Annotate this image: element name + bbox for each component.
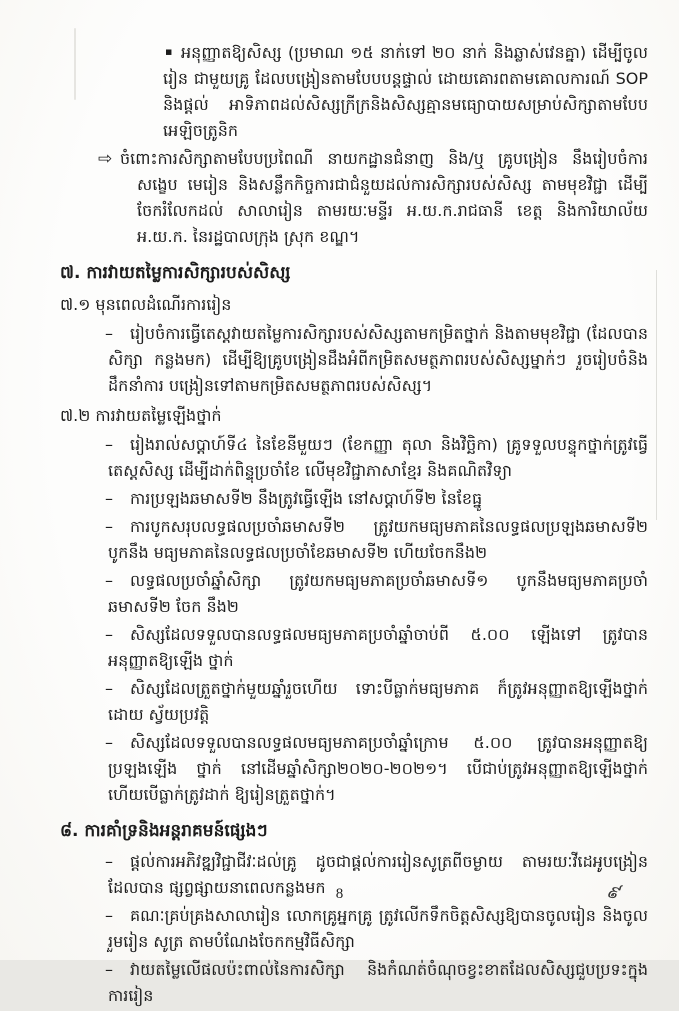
list-item <box>105 676 648 728</box>
list-item <box>105 321 648 399</box>
arrow-paragraph-text: ចំពោះការសិក្សាតាមបែបប្រពៃណី នាយកដ្ឋានជំនាញ និង/ឬ គ្រូបង្រៀន នឹងរៀបចំការសង្ខេប មេរៀន និងសន្លឹកកិច្ចការជាជំនួយដល់ការសិក្សារបស់សិស្ស តាមមុខវិជ្ជា ដើម្បីចែករំលែកដល់ សាលារៀន តាមរយៈមន្ទីរ អ.យ.ក.រាជធានី ខេត្ត និងការិយាល័យ អ.យ.ក. នៃរដ្ឋបាលក្រុង ស្រុក ខណ្ឌ។ <box>120 149 648 246</box>
dash-icon: – <box>105 679 113 698</box>
list-item <box>105 957 648 1009</box>
dash-icon: – <box>105 960 113 979</box>
arrow-icon: ⇨ <box>98 149 113 169</box>
page-number: 8 <box>335 886 344 902</box>
list-item <box>105 903 648 955</box>
dash-icon: – <box>105 324 113 343</box>
list-item <box>105 432 648 484</box>
document-body <box>0 40 679 1011</box>
list-item-text: ការប្រឡងឆមាសទី២ នឹងត្រូវធ្វើឡើង នៅសប្តាហ៍ទី២ នៃខែធ្នូ <box>130 489 483 508</box>
list-item-text: រៀបចំការធ្វើតេស្តវាយតម្លៃការសិក្សារបស់សិស្សតាមកម្រិតថ្នាក់ និងតាមមុខវិជ្ជា (ដែលបានសិក្សា កន្លងមក) ដើម្បីឱ្យគ្រូបង្រៀនដឹងអំពីកម្រិតសមត្ថភាពរបស់សិស្សម្នាក់ៗ រួចរៀបចំនិងដឹកនាំការ បង្រៀនទៅតាមកម្រិតសមត្ថភាពរបស់សិស្ស។ <box>108 324 648 395</box>
list-item-text: គណៈគ្រប់គ្រងសាលារៀន លោកគ្រូអ្នកគ្រូ ត្រូវលើកទឹកចិត្តសិស្សឱ្យបានចូលរៀន និងចូលរួមរៀន សូត្រ តាមបំណែងចែកកម្មវិធីសិក្សា <box>108 906 648 951</box>
list-item-text: សិស្សដែលទទួលបានលទ្ធផលមធ្យមភាគប្រចាំឆ្នាំចាប់ពី ៥.០០ ឡើងទៅ ត្រូវបានអនុញ្ញាតឱ្យឡើង ថ្នាក់ <box>108 625 648 670</box>
dash-icon: – <box>105 435 113 454</box>
dash-icon: – <box>105 489 113 508</box>
list-item <box>105 514 648 566</box>
list-item-text: ការបូកសរុបលទ្ធផលប្រចាំឆមាសទី២ ត្រូវយកមធ្យមភាគនៃលទ្ធផលប្រឡងឆមាសទី២ បូកនឹង មធ្យមភាគនៃលទ្ធផលប្រចាំខែឆមាសទី២ ហើយចែកនឹង២ <box>108 517 648 562</box>
section-7-1-heading: ៧.១ មុនពេលដំណើរការរៀន <box>60 295 232 314</box>
list-item-text: វាយតម្លៃលើផលប៉ះពាល់នៃការសិក្សា និងកំណត់ចំណុចខ្វះខាតដែលសិស្សជួបប្រទះក្នុងការរៀន <box>108 960 648 1005</box>
dash-icon: – <box>105 517 113 536</box>
bullet-paragraph <box>163 40 648 144</box>
bullet-paragraph-text: អនុញ្ញាតឱ្យសិស្ស (ប្រមាណ ១៥ នាក់ទៅ ២០ នាក់ និងឆ្លាស់វេនគ្នា) ដើម្បីចូលរៀន ជាមួយគ្រូ ដែលបង្រៀនតាមបែបបន្តផ្ទាល់ ដោយគោរពតាមគោលការណ៍ SOP និងផ្តល់ អាទិភាពដល់សិស្សក្រីក្រនិងសិស្សគ្មានមធ្យោបាយសម្រាប់សិក្សាតាមបែបអេឡិចត្រូនិក <box>163 43 648 140</box>
list-item-text: សិស្សដែលទទួលបានលទ្ធផលមធ្យមភាគប្រចាំឆ្នាំក្រោម ៥.០០ ត្រូវបានអនុញ្ញាតឱ្យប្រឡងឡើង ថ្នាក់ នៅដើមឆ្នាំសិក្សា២០២០-២០២១។ បើជាប់ត្រូវអនុញ្ញាតឱ្យឡើងថ្នាក់ ហើយបើធ្លាក់ត្រូវដាក់ ឱ្យរៀនត្រួតថ្នាក់។ <box>108 733 648 804</box>
section-8-heading: ៨. ការគាំទ្រនិងអន្តរាគមន៍ផ្សេងៗ <box>60 821 268 841</box>
list-item-text: លទ្ធផលប្រចាំឆ្នាំសិក្សា ត្រូវយកមធ្យមភាគប្រចាំឆមាសទី១ បូកនឹងមធ្យមភាគប្រចាំឆមាសទី២ ចែក នឹង២ <box>108 571 648 616</box>
arrow-paragraph <box>98 146 648 250</box>
list-item <box>105 730 648 808</box>
list-item-text: រៀងរាល់សប្តាហ៍ទី៤ នៃខែនីមួយៗ (ខែកញ្ញា តុលា និងវិច្ឆិកា) គ្រូទទួលបន្ទុកថ្នាក់ត្រូវធ្វើតេស្តសិស្ស ដើម្បីដាក់ពិន្ទុប្រចាំខែ លើមុខវិជ្ជាភាសាខ្មែរ និងគណិតវិទ្យា <box>108 435 648 480</box>
dash-icon: – <box>105 625 113 644</box>
dash-icon: – <box>105 906 113 925</box>
dash-icon: – <box>105 733 113 752</box>
list-item-text: សិស្សដែលត្រួតថ្នាក់មួយឆ្នាំរួចហើយ ទោះបីធ្លាក់មធ្យមភាគ ក៏ត្រូវអនុញ្ញាតឱ្យឡើងថ្នាក់ដោយ ស្វ័យប្រវត្តិ <box>108 679 648 724</box>
section-7-heading: ៧. ការវាយតម្លៃការសិក្សារបស់សិស្ស <box>60 263 291 283</box>
dash-icon: – <box>105 852 113 871</box>
handwritten-mark: ៩ <box>604 880 622 904</box>
bullet-icon: ▪ <box>165 45 173 58</box>
list-item <box>105 486 648 512</box>
dash-icon: – <box>105 571 113 590</box>
list-item <box>105 622 648 674</box>
list-item <box>105 568 648 620</box>
section-7-2-heading: ៧.២ ការវាយតម្លៃឡើងថ្នាក់ <box>60 406 222 425</box>
list-item-text: ផ្តល់ការអភិវឌ្ឍវិជ្ជាជីវៈដល់គ្រូ ដូចជាផ្តល់ការរៀនសូត្រពីចម្ងាយ តាមរយៈវីដេអូបង្រៀនដែលបាន ផ្សព្វផ្សាយនាពេលកន្លងមក <box>108 852 648 897</box>
